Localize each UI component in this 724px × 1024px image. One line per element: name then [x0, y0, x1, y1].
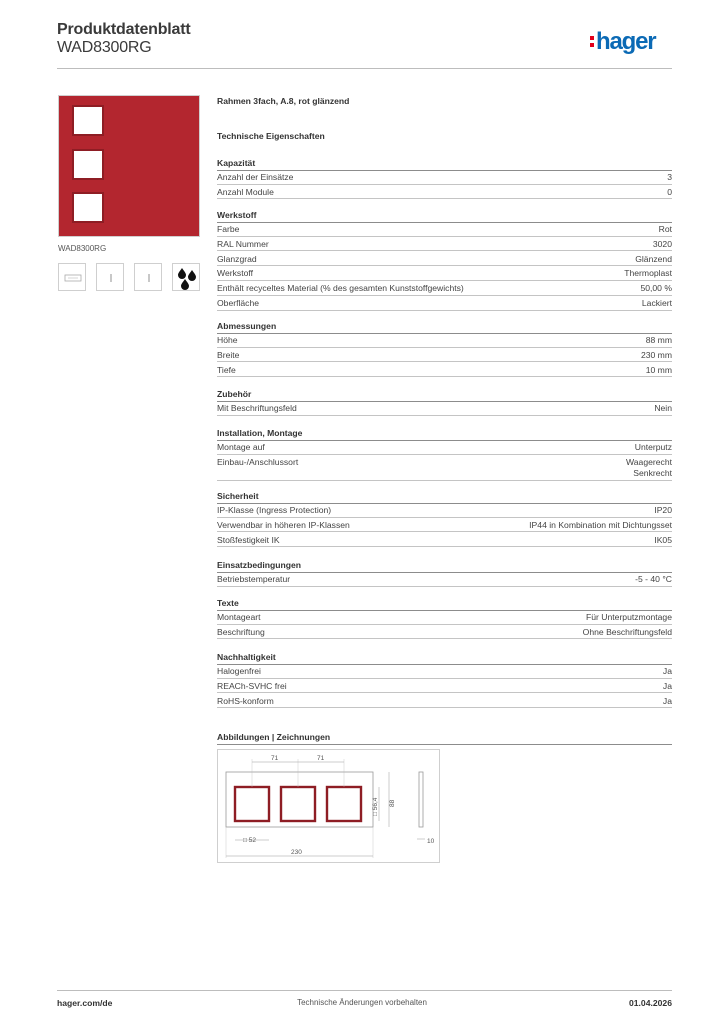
- property-value: [667, 170, 672, 184]
- property-value: [663, 679, 672, 693]
- property-row: [217, 664, 672, 679]
- property-label: Enthält recyceltes Material (% des gesamten Kunststoffgewichts): [217, 283, 464, 294]
- section-heading: Zubehör: [217, 388, 672, 402]
- property-label: Mit Beschriftungsfeld: [217, 403, 297, 413]
- property-value: [654, 401, 672, 415]
- property-label: Farbe: [217, 224, 240, 234]
- property-label: Halogenfrei: [217, 666, 261, 676]
- property-label: Montage auf: [217, 442, 265, 452]
- drawing-opening: [327, 787, 361, 821]
- property-row: [217, 348, 672, 363]
- property-value: [635, 252, 672, 266]
- property-label: REACh-SVHC frei: [217, 680, 287, 691]
- property-value: [529, 518, 672, 532]
- frame-product-illustration: [59, 96, 199, 236]
- property-label: Stoßfestigkeit IK: [217, 534, 280, 545]
- property-value: [642, 296, 672, 310]
- property-label: Tiefe: [217, 364, 236, 375]
- property-value: [646, 333, 672, 347]
- drawing-side-view: [419, 772, 423, 827]
- property-label: Anzahl Module: [217, 186, 274, 197]
- property-value: [624, 266, 672, 280]
- property-value-text: Thermoplast: [624, 268, 672, 279]
- dim-spacing-2: 71: [317, 755, 325, 762]
- drawing-opening: [281, 787, 315, 821]
- dim-depth: 10: [427, 838, 435, 845]
- property-value-text: IP20: [654, 505, 672, 515]
- section-heading: Einsatzbedingungen: [217, 559, 672, 573]
- property-value: [663, 664, 672, 678]
- property-row: [217, 518, 672, 533]
- property-value-text: Ja: [662, 666, 672, 676]
- property-value: [626, 457, 672, 479]
- property-value: [654, 503, 672, 517]
- property-row: [217, 533, 672, 548]
- property-value-text: 50,00 %: [640, 283, 672, 294]
- property-value: [635, 440, 672, 454]
- dim-opening-width: □ 52: [243, 837, 256, 844]
- property-value: [641, 348, 672, 362]
- property-value: [583, 625, 672, 639]
- property-row: [217, 266, 672, 281]
- section-heading: Werkstoff: [217, 209, 672, 223]
- property-label: RoHS-konform: [217, 695, 274, 706]
- property-label: Betriebstemperatur: [217, 574, 291, 584]
- property-value-text: Nein: [654, 403, 672, 413]
- property-value-text: 0: [667, 186, 672, 197]
- property-value: [635, 572, 672, 586]
- property-value-text: Ja: [662, 695, 672, 706]
- property-value-text: Rot: [658, 224, 672, 234]
- property-value-text: Lackiert: [641, 298, 672, 308]
- property-value-text: IK05: [654, 534, 672, 545]
- property-row: [217, 296, 672, 311]
- property-value-text: 88 mm: [645, 335, 672, 345]
- drawing-opening: [235, 787, 269, 821]
- frame-opening: [72, 105, 104, 136]
- property-value-text: 3020: [652, 238, 672, 249]
- property-row: [217, 333, 672, 348]
- drawings-heading: Abbildungen | Zeichnungen: [217, 731, 672, 745]
- property-value: [653, 237, 672, 251]
- property-label: Breite: [217, 349, 240, 360]
- technical-properties-heading: Technische Eigenschaften: [217, 131, 325, 141]
- property-row: [217, 694, 672, 709]
- header-divider: [57, 68, 672, 69]
- property-value: [654, 533, 672, 547]
- section-heading: Abmessungen: [217, 320, 672, 334]
- property-value: [659, 222, 672, 236]
- product-subtitle: Rahmen 3fach, A.8, rot glänzend: [217, 96, 350, 106]
- property-label: Verwendbar in höheren IP-Klassen: [217, 519, 350, 530]
- property-row: [217, 222, 672, 237]
- property-row: [217, 440, 672, 455]
- property-row: [217, 679, 672, 694]
- dimension-drawing: [217, 749, 440, 863]
- property-value-text: IP44 in Kombination mit Dichtungsset: [529, 519, 672, 530]
- footer-notice: Technische Änderungen vorbehalten: [297, 998, 427, 1007]
- property-row: [217, 252, 672, 267]
- page-title: Produktdatenblatt: [57, 21, 191, 38]
- dim-width: 230: [291, 849, 302, 856]
- footer-divider: [57, 990, 672, 991]
- property-row: [217, 281, 672, 296]
- property-label: Anzahl der Einsätze: [217, 172, 294, 182]
- section-heading: Sicherheit: [217, 490, 672, 504]
- horizontal-mount-icon: [58, 263, 86, 291]
- property-row: [217, 401, 672, 416]
- property-row: [217, 610, 672, 625]
- property-value: [586, 610, 672, 624]
- single-mark-icon: [96, 263, 124, 291]
- property-row: [217, 363, 672, 378]
- property-label: Höhe: [217, 335, 238, 345]
- footer-website[interactable]: hager.com/de: [57, 998, 113, 1008]
- image-caption: WAD8300RG: [58, 244, 107, 253]
- property-label: Oberfläche: [217, 298, 260, 308]
- section-heading: Kapazität: [217, 157, 672, 171]
- frame-opening: [72, 149, 104, 180]
- property-value: [640, 281, 672, 295]
- single-mark-icon: [134, 263, 162, 291]
- property-value-text: Unterputz: [634, 442, 672, 452]
- property-row: [217, 237, 672, 252]
- property-label: Beschriftung: [217, 626, 265, 637]
- section-heading: Texte: [217, 597, 672, 611]
- product-code: WAD8300RG: [57, 39, 152, 56]
- property-value-text: 230 mm: [640, 349, 672, 360]
- section-heading: Installation, Montage: [217, 427, 672, 441]
- footer-date: 01.04.2026: [628, 998, 672, 1008]
- property-value-text: Waagerecht: [625, 456, 672, 467]
- dim-spacing-1: 71: [271, 755, 279, 762]
- property-label: IP-Klasse (Ingress Protection): [217, 505, 332, 515]
- dim-height: 88: [389, 799, 396, 807]
- property-row: [217, 572, 672, 587]
- property-label: Einbau-/Anschlussort: [217, 456, 299, 467]
- section-heading: Nachhaltigkeit: [217, 651, 672, 665]
- property-value-text: Glänzend: [635, 253, 672, 264]
- property-value-text: Ja: [662, 680, 672, 691]
- property-value-text: -5 - 40 °C: [635, 574, 672, 584]
- logo-text: hager: [596, 28, 656, 55]
- property-row: [217, 625, 672, 640]
- property-row: [217, 170, 672, 185]
- property-value: [667, 185, 672, 199]
- hager-logo: [590, 28, 655, 56]
- property-value: [646, 363, 672, 377]
- property-row: [217, 455, 672, 481]
- property-value-text: Für Unterputzmontage: [586, 612, 672, 622]
- logo-dots-icon: [590, 28, 595, 52]
- water-drops-icon: [172, 263, 200, 291]
- property-row: [217, 185, 672, 200]
- property-label: Montageart: [217, 612, 261, 622]
- dim-opening-height: □ 56,4: [372, 797, 379, 816]
- property-value-text: Senkrecht: [633, 467, 672, 478]
- property-value-text: 3: [667, 172, 672, 182]
- property-value: [663, 694, 672, 708]
- property-value-text: Ohne Beschriftungsfeld: [582, 626, 672, 637]
- frame-opening: [72, 192, 104, 223]
- drawing-frame-outline: [226, 772, 373, 827]
- property-label: Werkstoff: [217, 268, 253, 279]
- property-row: [217, 503, 672, 518]
- property-value-text: 10 mm: [645, 364, 672, 375]
- property-label: RAL Nummer: [217, 238, 269, 249]
- property-label: Glanzgrad: [217, 253, 257, 264]
